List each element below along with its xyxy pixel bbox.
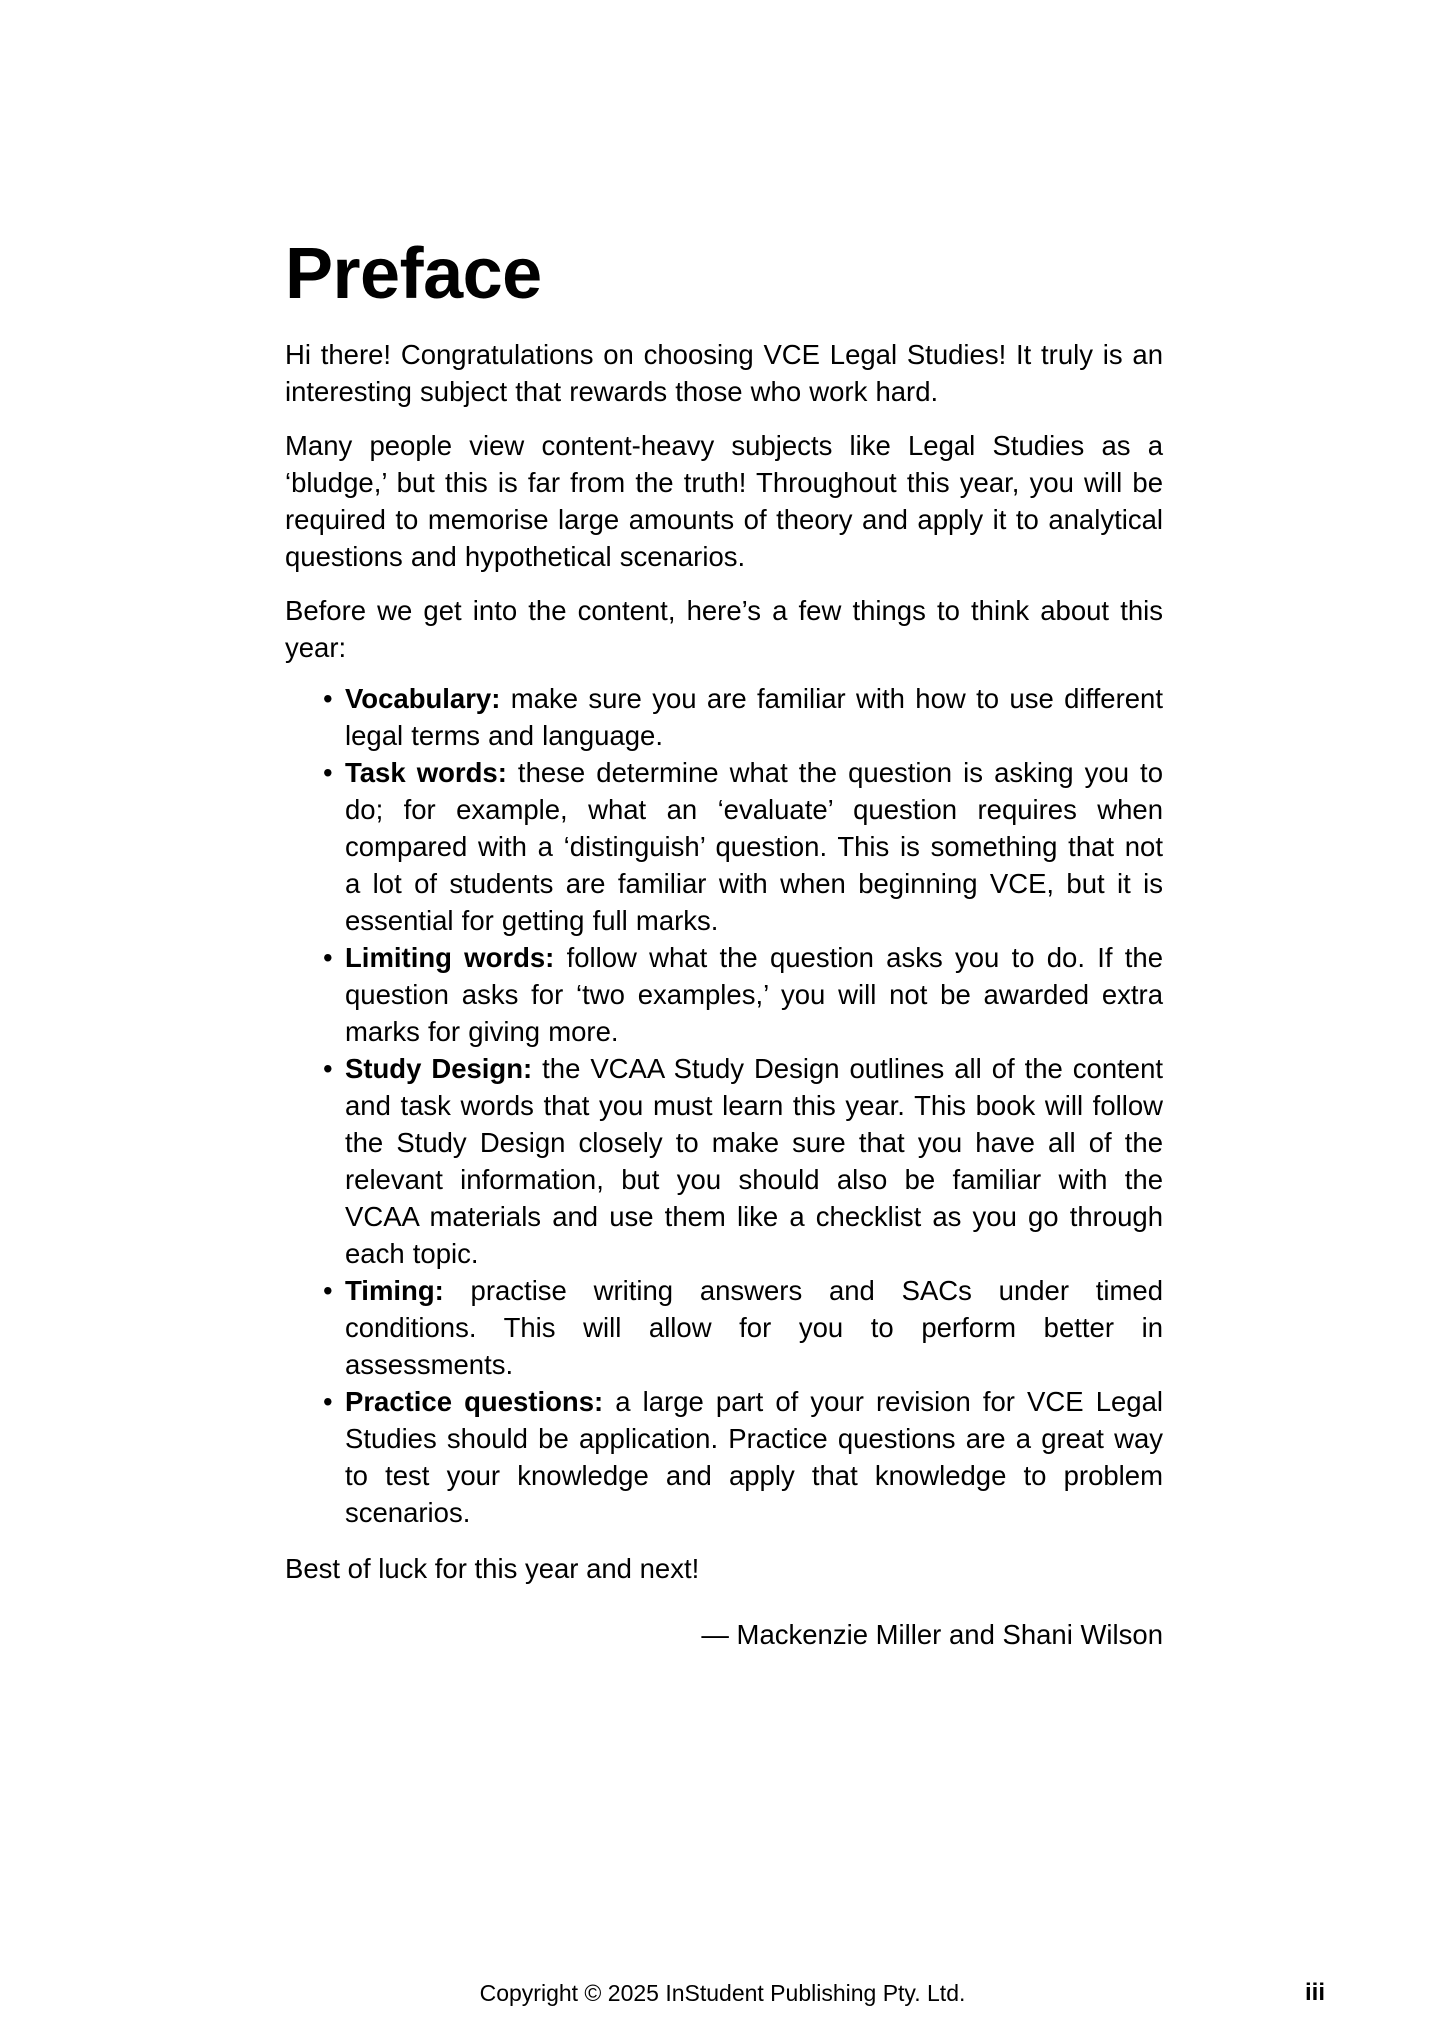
copyright-notice: Copyright © 2025 InStudent Publishing Pty. Ltd.	[479, 1980, 966, 2006]
list-item	[285, 680, 1163, 754]
list-item-text: these determine what the question is asking you to do; for example, what an ‘evaluate’ question requires when compared with a ‘distinguish’ question. This is something that not a lot of students are familiar with when beginning VCE, but it is essential for getting full marks.	[345, 757, 1163, 936]
list-item	[285, 939, 1163, 1050]
list-item-text: make sure you are familiar with how to use different legal terms and language.	[345, 683, 1163, 751]
intro-paragraph-2: Many people view content-heavy subjects like Legal Studies as a ‘bludge,’ but this is far from the truth! Throughout this year, you will be required to memorise large amounts of theory and apply it to analytical questions and hypothetical scenarios.	[285, 430, 1163, 572]
list-item	[285, 754, 1163, 939]
list-item-text: follow what the question asks you to do. If the question asks for ‘two examples,’ you will not be awarded extra marks for giving more.	[345, 942, 1163, 1047]
list-item-label: Vocabulary:	[345, 683, 501, 714]
closing-line: Best of luck for this year and next!	[285, 1553, 700, 1584]
list-item-label: Task words:	[345, 757, 507, 788]
author-signature: — Mackenzie Miller and Shani Wilson	[701, 1619, 1163, 1650]
page-title: Preface	[285, 234, 542, 314]
page-footer	[0, 1978, 1445, 2018]
list-item-text: practise writing answers and SACs under timed conditions. This will allow for you to perform better in assessments.	[345, 1275, 1163, 1380]
bullet-dot-icon: •	[323, 1053, 333, 1084]
list-item	[285, 1383, 1163, 1531]
bullet-dot-icon: •	[323, 757, 333, 788]
intro-paragraph-1: Hi there! Congratulations on choosing VCE Legal Studies! It truly is an interesting subject that rewards those who work hard.	[285, 339, 1163, 407]
list-item	[285, 1050, 1163, 1272]
intro-paragraph-3: Before we get into the content, here’s a few things to think about this year:	[285, 595, 1163, 663]
list-item-text: a large part of your revision for VCE Legal Studies should be application. Practice questions are a great way to test your knowledge and apply that knowledge to problem scenarios.	[345, 1386, 1163, 1528]
list-item-label: Limiting words:	[345, 942, 555, 973]
bullet-dot-icon: •	[323, 942, 333, 973]
tips-bullet-list	[285, 680, 1163, 1531]
bullet-dot-icon: •	[323, 683, 333, 714]
list-item-label: Timing:	[345, 1275, 444, 1306]
list-item-label: Practice questions:	[345, 1386, 604, 1417]
list-item-label: Study Design:	[345, 1053, 533, 1084]
page-number: iii	[1304, 1979, 1325, 2006]
preface-content	[285, 186, 1163, 1653]
bullet-dot-icon: •	[323, 1386, 333, 1417]
list-item-text: the VCAA Study Design outlines all of the content and task words that you must learn this year. This book will follow the Study Design closely to make sure that you have all of the relevant information, but you should also be familiar with the VCAA materials and use them like a checklist as you go through each topic.	[345, 1053, 1163, 1269]
bullet-dot-icon: •	[323, 1275, 333, 1306]
list-item	[285, 1272, 1163, 1383]
